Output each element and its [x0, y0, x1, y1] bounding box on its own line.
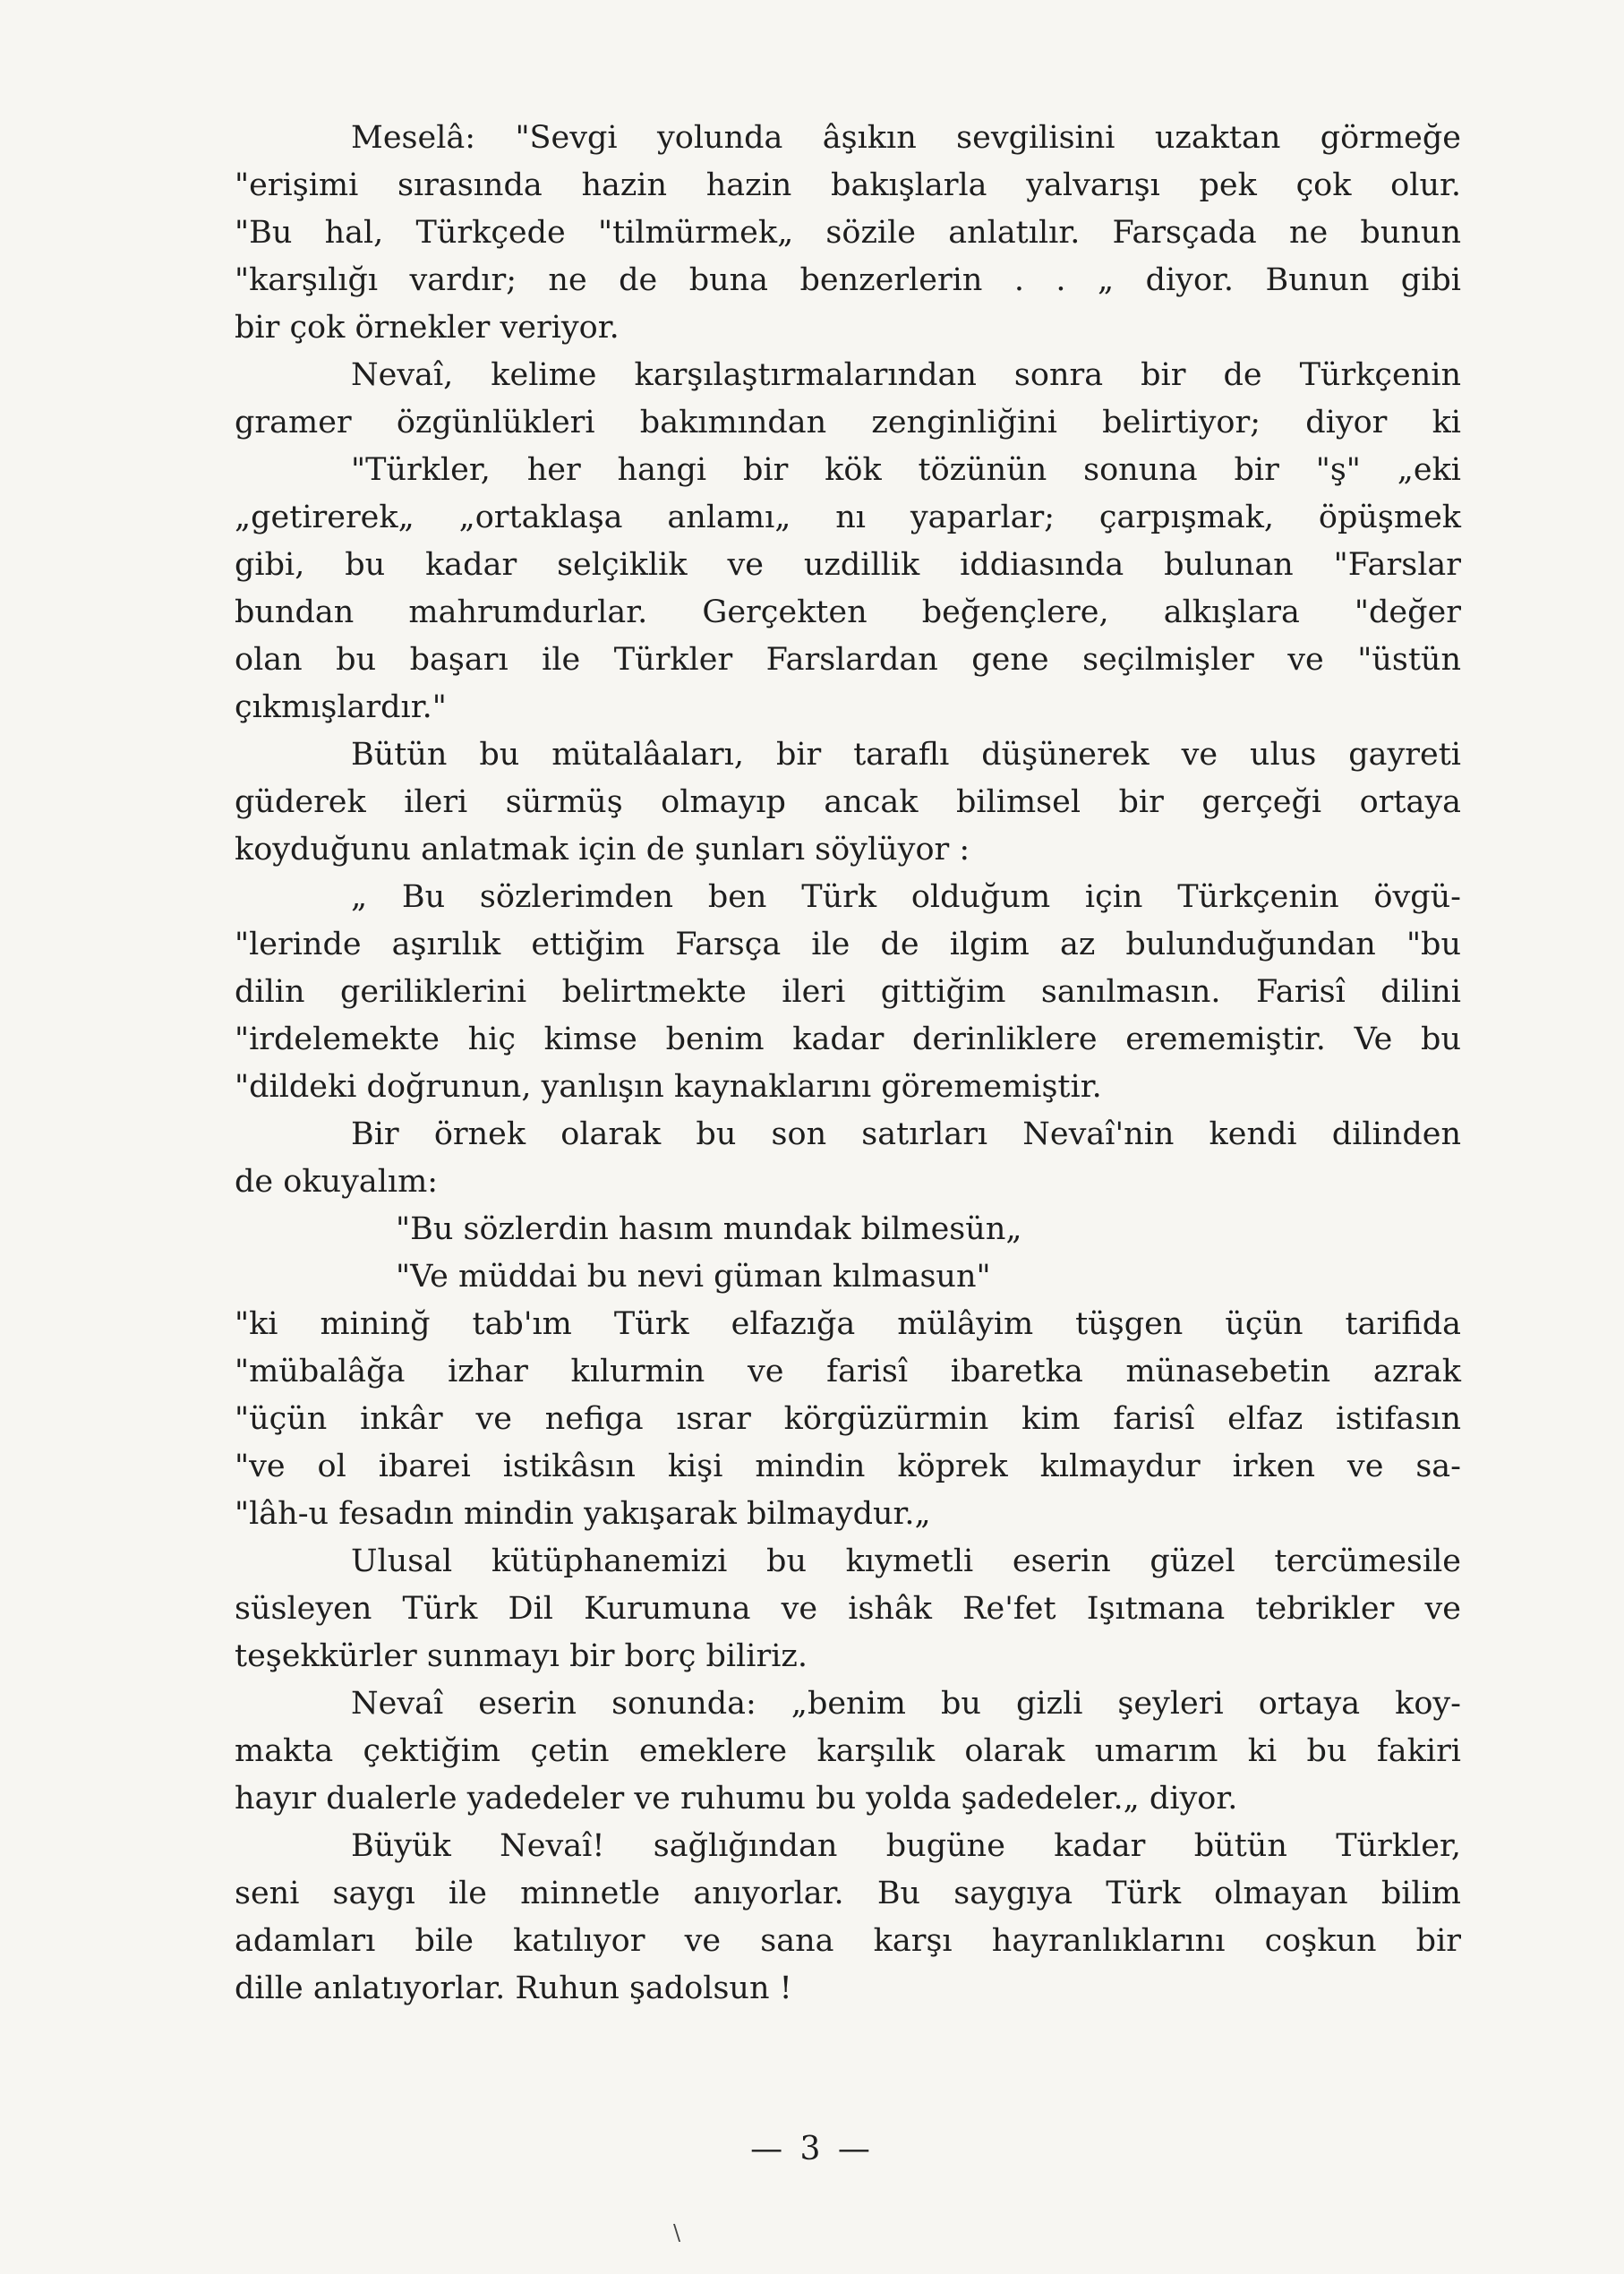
page-number: — 3 — — [750, 2131, 874, 2167]
text-line: "Türkler, her hangi bir kök tözünün sonuna bir "ş" „eki — [351, 452, 1461, 488]
text-line: adamları bile katılıyor ve sana karşı hayranlıklarını coşkun bir — [235, 1923, 1461, 1959]
text-line: seni saygı ile minnetle anıyorlar. Bu saygıya Türk olmayan bilim — [235, 1876, 1461, 1911]
text-line: "Bu hal, Türkçede "tilmürmek„ sözile anlatılır. Farsçada ne bunun — [235, 215, 1461, 251]
text-line: "karşılığı vardır; ne de buna benzerlerin . . „ diyor. Bunun gibi — [235, 262, 1461, 298]
text-line: "erişimi sırasında hazin hazin bakışlarla yalvarışı pek çok olur. — [235, 167, 1461, 203]
text-line: Meselâ: "Sevgi yolunda âşıkın sevgilisini uzaktan görmeğe — [351, 120, 1461, 156]
text-line: gramer özgünlükleri bakımından zenginliğini belirtiyor; diyor ki — [235, 405, 1461, 440]
text-line: Büyük Nevaî! sağlığından bugüne kadar bütün Türkler, — [351, 1828, 1461, 1864]
text-line: "irdelemekte hiç kimse benim kadar derinliklere erememiştir. Ve bu — [235, 1022, 1461, 1057]
text-line: koyduğunu anlatmak için de şunları söylüyor : — [235, 832, 970, 868]
text-line: makta çektiğim çetin emeklere karşılık olarak umarım ki bu fakiri — [235, 1733, 1461, 1769]
text-line: "ki mininğ tab'ım Türk elfazığa mülâyim tüşgen üçün tarifida — [235, 1306, 1461, 1342]
text-line: olan bu başarı ile Türkler Farslardan gene seçilmişler ve "üstün — [235, 642, 1461, 678]
text-line: „getirerek„ „ortaklaşa anlamı„ nı yaparlar; çarpışmak, öpüşmek — [235, 500, 1461, 535]
verse-line: "Bu sözlerdin hasım mundak bilmesün„ — [396, 1211, 1022, 1247]
text-line: süsleyen Türk Dil Kurumuna ve ishâk Re'fet Işıtmana tebrikler ve — [235, 1591, 1461, 1627]
text-line: Bütün bu mütalâaları, bir taraflı düşünerek ve ulus gayreti — [351, 737, 1461, 773]
text-line: dille anlatıyorlar. Ruhun şadolsun ! — [235, 1971, 792, 2006]
text-line: Ulusal kütüphanemizi bu kıymetli eserin güzel tercümesile — [351, 1543, 1461, 1579]
text-line: çıkmışlardır." — [235, 689, 447, 725]
stray-mark: \ — [673, 2220, 681, 2245]
text-line: "lerinde aşırılık ettiğim Farsça ile de ilgim az bulunduğundan "bu — [235, 927, 1461, 962]
text-line: "mübalâğa izhar kılurmin ve farisî ibaretka münasebetin azrak — [235, 1354, 1461, 1389]
text-line: "lâh-u fesadın mindin yakışarak bilmaydur.„ — [235, 1496, 931, 1532]
text-line: Nevaî, kelime karşılaştırmalarından sonra bir de Türkçenin — [351, 357, 1461, 393]
text-line: teşekkürler sunmayı bir borç biliriz. — [235, 1638, 808, 1674]
verse-line: "Ve müddai bu nevi güman kılmasun" — [396, 1259, 991, 1295]
text-line: de okuyalım: — [235, 1164, 439, 1200]
text-line: dilin geriliklerini belirtmekte ileri gittiğim sanılmasın. Farisî dilini — [235, 974, 1461, 1010]
text-line: "dildeki doğrunun, yanlışın kaynaklarını görememiştir. — [235, 1069, 1102, 1105]
text-line: Nevaî eserin sonunda: „benim bu gizli şeyleri ortaya koy- — [351, 1686, 1461, 1722]
text-line: güderek ileri sürmüş olmayıp ancak bilimsel bir gerçeği ortaya — [235, 784, 1461, 820]
text-line: „ Bu sözlerimden ben Türk olduğum için Türkçenin övgü- — [351, 879, 1461, 915]
text-line: bir çok örnekler veriyor. — [235, 310, 620, 346]
text-line: Bir örnek olarak bu son satırları Nevaî'nin kendi dilinden — [351, 1116, 1461, 1152]
text-line: bundan mahrumdurlar. Gerçekten beğençlere, alkışlara "değer — [235, 594, 1461, 630]
text-line: hayır dualerle yadedeler ve ruhumu bu yolda şadedeler.„ diyor. — [235, 1781, 1238, 1817]
text-line: gibi, bu kadar selçiklik ve uzdillik iddiasında bulunan "Farslar — [235, 547, 1461, 583]
text-line: "ve ol ibarei istikâsın kişi mindin köprek kılmaydur irken ve sa- — [235, 1449, 1461, 1484]
body-text — [235, 115, 1461, 2013]
text-line: "üçün inkâr ve nefiga ısrar körgüzürmin kim farisî elfaz istifasın — [235, 1401, 1461, 1437]
